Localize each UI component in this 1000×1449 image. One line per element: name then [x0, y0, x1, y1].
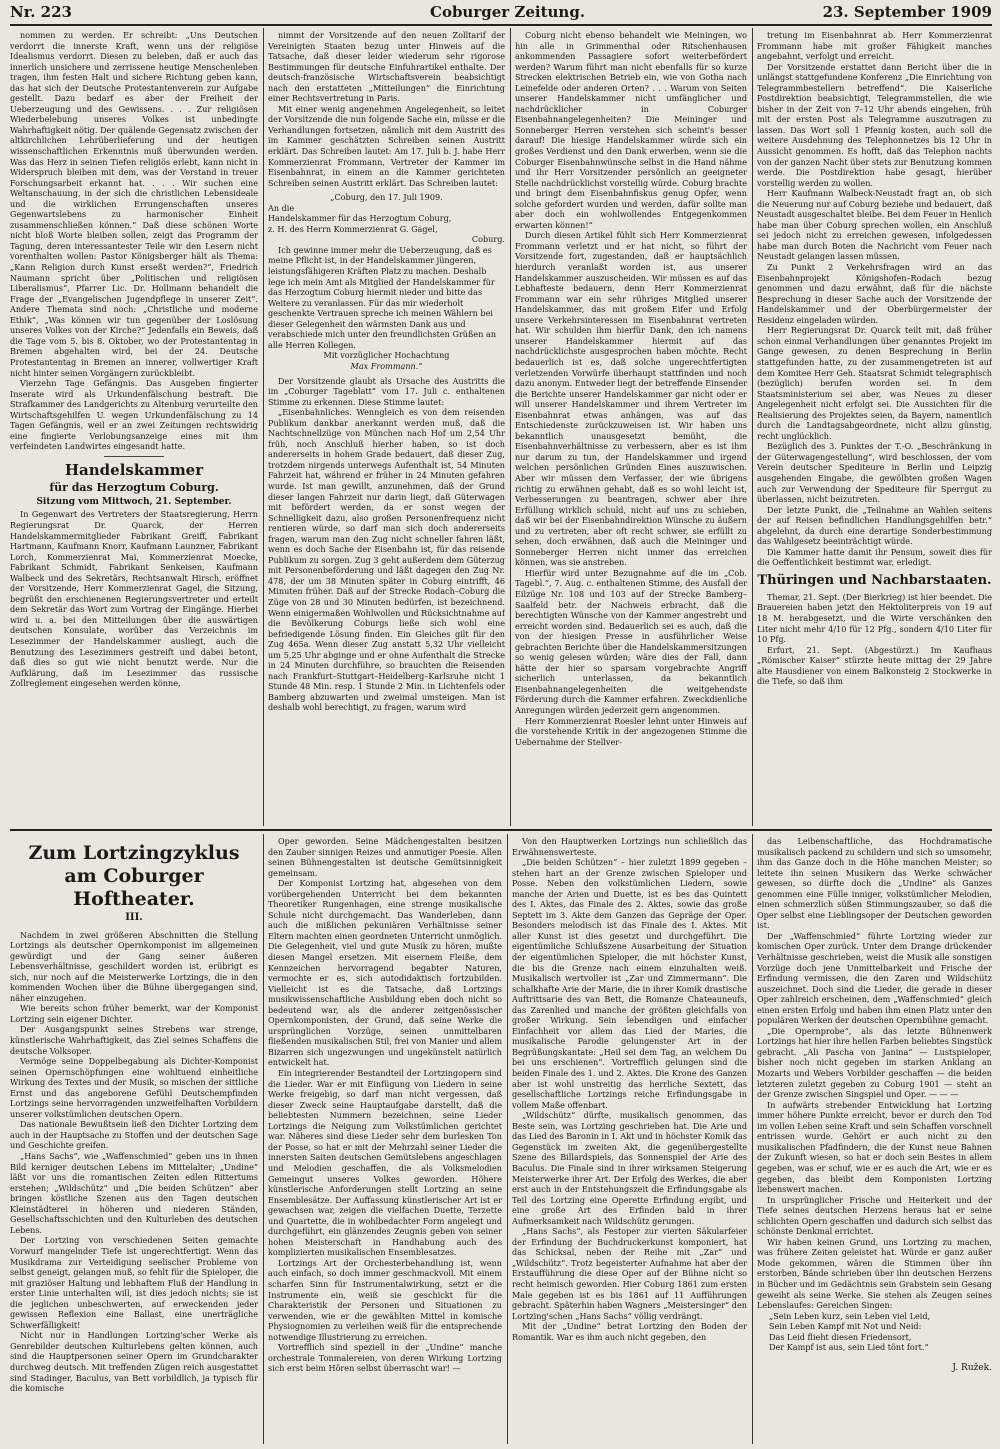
paragraph: „Eisenbahnliches. Wenngleich es von dem reisenden Publikum dankbar anerkannt werden muß, daß die Nachtschnellzüge von München nach Hof um 2,54 Uhr früh, noch Anschluß hierher haben, so ist doch andererseits in hohem Grade bedauert, daß dieser Zug, trotzdem nirgends unterwegs Aufenthalt ist, 54 Minuten Fahrzeit hat, während er früher in 24 Minuten gefahren wurde. Ist man gewillt, anzunehmen, daß der Grund dieser langen Fahrzeit nur darin liegt, daß Güterwagen mit befördert werden, da er sonst wegen der Schnelligkeit dazu, also großen Personenfrequenz nicht rentieren würde, so darf man sich doch andererseits fragen, warum man den Zug nicht schneller fahren läßt, wenn es doch Sache der Eisenbahn ist, für das reisende Publikum zu sorgen. Zug 3 geht außerdem dem Güterzug mit Personenbeförderung und läßt dagegen den Zug Nr. 478, der um 38 Minuten später in Coburg eintrifft, 46 Minuten früher. Daß auf der Strecke Rodach–Coburg die Züge von 28 und 30 Minuten bedürfen, ist bezeichnend. Wenn einigermaßen Wohlwollen und Rücksichtnahme auf die Bevölkerung Coburgs ließe sich wohl eine befriedigende Lösung finden. Ein Gleiches gilt für den Zug 465a. Wenn dieser Zug anstatt 5,32 Uhr vielleicht um 5,25 Uhr abginge und er ohne Aufenthalt die Strecke in 24 Minuten durchführe, so brauchten die Reisenden nach Frankfurt–Stuttgart–Heidelberg–Karlsruhe nicht 1 Stunde 48 Min. resp. 1 Stunde 2 Min. in Lichtenfels oder Bamberg abzuwarten und zweimal umsteigen. Man ist deshalb wohl berechtigt, zu fragen, warum wird [268, 407, 505, 713]
paragraph: Der letzte Punkt, die „Teilnahme an Wahlen seitens der auf Reisen befindlichen Handlungsgehilfen betr.“ abgelehnt, da durch eine derartige Sonderbestimmung das Wahlgesetz beeinträchtigt würde. [757, 504, 992, 547]
prison-news: Vierzehn Tage Gefängnis. Das Ausgeben fingierter Inserate wird als Urkundenfälschung bestraft. Die Strafkammer des Landgerichts zu Altenburg verurteilte den Wirtschaftsgehilfen U. wegen Urkundenfälschung zu 14 Tagen Gefängnis, weil er an zwei Zeitungen rechtswidrig eine fingierte Verlobungsanzeige eines mit ihm verfeindeten Landwirtes eingesandt hatte. [10, 378, 258, 452]
letter-place: „Coburg, den 17. Juli 1909. [330, 192, 443, 203]
letter-signature: Max Frommann.“ [350, 360, 423, 371]
page-header [10, 2, 992, 26]
paragraph: Der Komponist Lortzing hat, abgesehen von dem vorübergehenden Unterricht bei dem bekannten Theoretiker Rungenhagen, eine strenge musikalische Schule nicht durchgemacht. Das Wanderleben, dann auch die mißlichen pekuniären Verhältnisse seiner Eltern machten einen geordneten Unterricht unmöglich. Die Gelegenheit, viel und gute Musik zu hören, mußte diesen Mangel ersetzen. Mit eisernem Fleiße, dem Kennzeichen hervorragend begabter Naturen, vermochte er es, sich autodidaktisch fortzubilden. Vielleicht ist es die Tatsache, daß Lortzings musikwissenschaftliche Ausbildung eben doch nicht so bedeutend war, als die anderer zeitgenössischer Opernkomponisten, der Grund, daß seine Werke die ursprünglichen Vorzüge, seinen unmittelbaren fließenden musikalischen Stil, frei von Manier und allem Bizarren sich ungezwungen und ungekünstelt natürlich entwickelt hat. [268, 878, 502, 1068]
issue-date: 23. September 1909 [822, 3, 992, 21]
paragraph: Herr Regierungsrat Dr. Quarck teilt mit, daß früher schon einmal Verhandlungen über genanntes Projekt im Gange gewesen, zu denen Besprechung in Berlin stattgefunden hatte, zu der zusammengetreten ist auf dem Komitee Herr Geh. Staatsrat Schmidt telegraphisch (bezüglich) berufen worden sei. In dem Staatsministerium sei aber, was Neues zu dieser Angelegenheit nicht erfolgt sei. Die Aussichten für die Realisierung des Projektes seien, da Bayern, namentlich durch die Landtagsabgeordnete, nicht allzu günstig, recht unglücklich. [757, 325, 992, 441]
paragraph: das Leibenschaftliche, das Hochdramatische musikalisch packend zu schildern und sich so umsomehr, ihm das Ganze doch in die Höhe manchen Meister; so leitete ihn seinen Musikern das Werke schwächer gewesen, so dürfte doch die „Undine“ als Ganzes genommen eine Fülle inniger, volkstümlicher Melodien, einen schmerzlich süßen Stimmungszauber, so daß die Oper selbst eine Lieblingsoper der Deutschen geworden ist. [757, 836, 992, 931]
paragraph: Nachdem in zwei größeren Abschnitten die Stellung Lortzings als deutscher Opernkomponist im allgemeinen gewürdigt und der Gang seiner äußeren Lebensverhältnisse, geschildert worden ist, erübrigt es sich, nur noch auf die Meisterwerke Lortzings, die in den kommenden Wochen über die Bühne übergegangen sind, näher einzugehen. [10, 929, 258, 1003]
letter-closing: Mit vorzüglicher Hochachtung [323, 350, 450, 361]
paragraph: Ein integrierender Bestandteil der Lortzingopern sind die Lieder. War er mit Einfügung von Liedern in seine Werke freigebig, so darf man nicht vergessen, daß dieser Zweck seine Hauptaufgabe darstellt, daß die beliebtesten Nummern bezeichnen, seine Lieder Lortzings die Neigung zum Volkstümlichen gerichtet war. Näheres sind diese Lieder sehr dem burlesken Ton der Posse, so hat er mit der Mehrzahl seiner Lieder die innersten Saiten deutschen Gemütslebens angeschlagen und Melodien geschaffen, die als Volksmelodien Gemeingut unseres Volkes geworden. Höhere künstlerische Anforderungen stellt Lortzing an seine Ensemblesätze. Der Auffassung künstlerischer Art ist er gewachsen war, zeigen die vielfachen Duette, Terzette und Quartette, die in wohlbedachter Form angelegt und durchgeführt, ein glänzendes Zeugnis geben von seiner hohen Meisterschaft in Handhabung auch des komplizierten musikalischen Ensemblesatzes. [268, 1068, 502, 1258]
top-column-3 [515, 30, 747, 826]
paragraph: Die Kammer hatte damit ihr Pensum, soweit dies für die Oeffentlichkeit bestimmt war, erledigt. [757, 546, 992, 568]
top-column-2 [268, 30, 505, 826]
column-divider [752, 834, 753, 1444]
paragraph: nimmt der Vorsitzende auf den neuen Zolltarif der Vereinigten Staaten bezug unter Hinweis auf die Tatsache, daß dieser leider wiederum sehr rigorose Bestimmungen für deutsche Einfuhrartikel enthalte. Der deutsch-französische Wirtschaftsverein beabsichtigt nach den erstatteten „Mitteilungen“ die Einrichtung einer Rechtsvertretung in Paris. [268, 30, 505, 104]
author-signature: J. Ružek. [952, 1362, 992, 1373]
paragraph: „Die beiden Schützen“ – hier zuletzt 1899 gegeben – stehen hart an der Grenze zwischen Spieloper und Posse. Neben den volkstümlichen Liedern, sowie manche der Arien und Duette, ist es bes das Quintett des I. Aktes, das Finale des 2. Aktes, sowie das große Septett im 3. Akte dem Ganzen das Gepräge der Oper. Besonders melodisch ist das Finale des I. Aktes. Mit aller Kunst ist dies gesetzt und durchgeführt. Die eigentümliche Schlußszene Ausarbeitung der Situation der eigentümlichen Spieloper, die mit höchster Kunst, die bis die Grenze nach einem einzuhalten weiß. Musikalisch wertvoller ist „Zar und Zimmermann“. Die schalkhafte Arie der Marie, die in ihrer Komik drastische Auftrittsarie des van Bett, die Romanze Chateauneufs, das Zarenlied und manche der größten gleichfalls von großer Wirkung. Sein lebendigen und einfacher Einfachheit vor allem das Lied der Maries, die musikalische Parodie gelungenster Art in der Begrüßungskantate: „Heil sei dem Tag, an welchem Du bei uns erschienen“. Vortrefflich gelungen sind die beiden Finale des 1. und 2. Aktes. Die Krone des Ganzen aber ist wohl unstreitig das herrliche Sextett, das gesellschaftliche Lortzings reiche Erfindungsgabe in vollem Maße offenbart. [512, 857, 747, 1110]
paragraph: Vortrefflich sind speziell in der „Undine“ manche orchestrale Tonmalereien, von deren Wirkung Lortzing sich erst beim Hören selbst überrascht war! — [268, 1342, 502, 1374]
paragraph: Wir haben keinen Grund, uns Lortzing zu machen, was frühere Zeiten geleistet hat. Würde er ganz außer Mode gekommen, wären die Stimmen über ihn erstorben, Bände schrieben über ihn deutschen Herzens in Bücher und im Gedächtnis sein Grabstein sein Gesang geweiht als seine Werke. Sie stehen als Zeugen seines Lebenslaufes: Gereichen Singen: [757, 1236, 992, 1311]
letter-to: Coburg. [471, 234, 505, 245]
paragraph: In ursprünglicher Frische und Heiterkeit und der Tiefe seines deutschen Herzens heraus hat er seine schlichten Opern geschaffen und dadurch sich selbst das schönste Denkmal errichtet. [757, 1194, 992, 1237]
bottom-column-1 [10, 836, 258, 1444]
column-divider [752, 28, 753, 826]
letter-to: z. H. des Herrn Kommerzienrat G. Gagel, [268, 223, 438, 234]
paragraph: Der Lortzing von verschiedenen Seiten gemachte Vorwurf mangelnder Tiefe ist ungerechtfertigt. Wenn das Musikdrama zur Verteidigung seelischer Probleme von selbst geneigt, gelangen muß, so fehlt für die Spieloper, die mit graziöser Haltung und lebhaftem Fluß der Handlung in erster Linie unterhalten will, ist dies jedoch nichts; sie ist die jeglichen unbeschwerten, auf erweckenden jeder gewissen Reflexion eine Ballast, eine unerträgliche Schwerfälligkeit! [10, 1235, 258, 1330]
feuilleton-title: am Coburger Hoftheater. [64, 865, 204, 910]
newspaper-title: Coburger Zeitung. [430, 3, 586, 21]
paragraph: Nicht nur in Handlungen Lortzing'scher Werke als Genrebilder deutschen Kulturlebens gelten können, auch sind die Hauptpersonen seiner Opern im Grundcharakter durchweg deutsch. Mit treffenden Zügen reich ausgestattet sind Stadinger, Baculus, van Bett vorbildlich, ja typisch für die komische [10, 1330, 258, 1394]
paragraph: Vermöge seine Doppelbegabung als Dichter-Komponist seinen Opernschöpfungen eine wohltuend einheitliche Wirkung des Textes und der Musik, so mischen der sittliche Ernst und das angeborene Gefühl Deutschempfinden Lortzings seine hervorragenden unzweifelhaften Vorbildern unserer volkstümlichen deutschen Opern. [10, 1056, 258, 1119]
paragraph: Bezüglich des 3. Punktes der T.-O. „Beschränkung in der Güterwagengestellung“, wird beschlossen, der vom Verein deutscher Spediteure in Berlin und Leipzig ausgehenden Eingabe, die gewölbten großen Wagen auch zur Verwendung der Spediteure für Sperrgut zu überlassen, nicht beizutreten. [757, 441, 992, 505]
paragraph: „Die Opernprobe“, als das letzte Bühnenwerk Lortzings hat hier ihre hellen Farben beliebtes Singstück gebracht. „Ali Pascha von Janina“ — Lustspieloper, bisher noch nicht gegeben im starken Anklang an Mozarts und Webers Vorbilder geschaffen — die beiden letzteren zuletzt gegeben zu Coburg 1901 — steht an der Grenze zwischen Singspiel und Oper. — — — [757, 1025, 992, 1100]
resignation-letter [268, 192, 505, 371]
bottom-column-3 [512, 836, 747, 1444]
paragraph: Herr Kommerzienrat Roesler lehnt unter Hinweis auf die vorstehende Kritik in der angezogenen Stimme die Uebernahme der Stellver- [515, 715, 747, 747]
column-divider [510, 28, 511, 826]
letter-body: Ich gewinne immer mehr die Ueberzeugung, daß es meine Pflicht ist, in der Handelskammer jüngeren, leistungsfähigeren Kräften Platz zu machen. Deshalb lege ich mein Amt als Mitglied der Handelskammer für das Herzogtum Coburg hiermit nieder und bitte das Weitere zu veranlassen. Für das mir wiederholt geschenkte Vertrauen spreche ich meinen Wählern bei dieser Gelegenheit den wärmsten Dank aus und verabschiede mich unter den freundlichsten Grüßen an alle Herren Kollegen. [268, 244, 497, 350]
paragraph: Zu Punkt 2 Verkehrsfragen wird an das Eisenbahnprojekt Königshofen–Rodach bezug genommen und dazu erwähnt, daß für die nächste Besprechung in dieser Sache auch der Vorsitzende der Handelskammer und der Oberbürgermeister der Residenz eingeladen würden. [757, 262, 992, 325]
paragraph: Von den Hauptwerken Lortzings nun schließlich das Erwähnenswerteste. [512, 836, 747, 857]
paragraph: „Hans Sachs“, wie „Waffenschmied“ geben uns in ihnen Bild kerniger deutschen Lebens im Mittelalter; „Undine“ läßt vor uns die romantischen Zeiten edlen Rittertums erstehen; „Wildschütz“ und „Die beiden Schützen“ aber bringen köstliche Szenen aus den Tagen deutschen Kleinstädterei in höheren und niederen Ständen, Gesellschaftsschichten und den Kulturleben des deutschen Lebens. [10, 1151, 258, 1235]
paragraph: Lortzings Art der Orchesterbehandlung ist, wenn auch einfach, so doch immer geschmackvoll. Mit einem scharfen Sinn für Instrumentalwirkung, setzt er die Instrumente ein, weiß sie geschickt für die Charakteristik der Personen und Situationen zu verwenden, wie er die gewählten Mittel in komische Physiognomien zu verleihen weiß für die entsprechende notwendige Illustrierung zu erreichen. [268, 1257, 502, 1342]
chamber-title: Handelskammer [64, 460, 204, 479]
paragraph: Der Vorsitzende glaubt als Ursache des Austritts die im „Coburger Tageblatt“ vom 17. Juli c. enthaltenen Stimme zu erkennen. Diese Stimme lautet: [268, 375, 505, 407]
paragraph: Coburg nicht ebenso behandelt wie Meiningen, wo hin alle in Grimmenthal oder Ritschenhausen ankommenden Passagiere sofort weiterbefördert werden? Warum führt man nicht ebenfalls für so kurze Strecken elektrischen Betrieb ein, wie von Gotha nach Leinefelde oder anderen Orten? . . . Warum von Seiten unserer Handelskammer nicht umfänglicher und nachdrücklicher in Coburger Eisenbahnangelegenheiten? Die Meininger und Sonneberger Herren verstehen sich scheint's besser darauf! Die hiesige Handelskammer würde sich ein großes Verdienst und den Dank erwerben, wenn sie die Coburger Eisenbahnwünsche selbst in die Hand nähme und ihr Herr Vorsitzender persönlich an geeigneter Stelle nachdrücklichst vorstellig würde. Coburg brachte und bringt dem Eisenbahnfiskus genug Opfer, wenn solche gefordert wurden und werden, dafür sollte man aber doch ein wohlwollendes Entgegenkommen erwarten können!“ [515, 30, 747, 230]
letter-to: An die [268, 202, 295, 213]
section-divider [10, 829, 992, 831]
paragraph: tretung im Eisenbahnrat ab. Herr Kommerzienrat Frommann habe mit großer Fähigkeit manches angebahnt, verfolgt und erreicht. [757, 30, 992, 62]
paragraph: „Wildschütz“ dürfte, musikalisch genommen, das Beste sein, was Lortzing geschrieben hat. Die Arie und das Lied des Baronin in I. Akt und in höchster Komik das Gegenstück im zweiten Akt, die gegenübergestellte Szene des Billardspiels, das Sonnenspiel der Arie des Baculus. Die Finale sind in ihrer wirksamen Steigerung Meisterwerke ihrer Art. Der Erfolg des Werkes, die aber erst auch in der Entstehungszeit die Erfindungsgabe als Teil des Lortzing eine Operette Erfindung ergibt, und eine große Art des Erfinden bald in ihrer Aufmerksamkeit nach Wildschütz gerungen. [512, 1110, 747, 1226]
chamber-meeting-date: Sitzung vom Mittwoch, 21. September. [36, 496, 232, 507]
protestant-article: nommen zu werden. Er schreibt: „Uns Deutschen verdorrt die innerste Kraft, wenn uns der religiöse Idealismus verdorrt. Diesen zu beleben, daß er auch das innerlich unsichere und zerrissene heutige Menschenleben tragen, ihm festen Halt und sichere Richtung geben kann, das hat sich der Deutsche Protestantenverein zur Aufgabe gestellt. Dazu bedarf es aber der Freiheit der Ueberzeugung und des Gewissens. . . . Zur religiösen Wiederbelebung unseres Volkes ist unbedingte Wahrhaftigkeit nötig. Der quälende Gegensatz zwischen der altkirchlichen Lehrüberlieferung und der heutigen wissenschaftlichen Erkenntnis muß überwunden werden. Was das Herz in seinen Tiefen religiös erlebt, kann nicht in Widerspruch bleiben mit dem, was der Verstand in treuer Forschungsarbeit erkannt hat. . . . Wir suchen eine Weltanschauung, in der sich die christlichen Lebensideale und die wirklichen Errungenschaften unseres Gegenwartslebens zu harmonischer Einheit zusammenschließen können.“ Daß diese schönen Worte nicht bloß Worte bleiben sollen, zeigt das Programm der Tagung, deren interessantester Teile wir den Lesern nicht vorenthalten wollen: Pastor Königsberger hält als Thema: „Kann Religion durch Kunst erseßt werden?“, Friedrich Naumann spricht über „Politischen und religiösen Liberalismus“, Pfarrer Lic. Dr. Hollmann behandelt die Frage der „Evangelischen Jugendpflege in unserer Zeit“. Andere Themata sind noch: „Christliche und moderne Ethik“, „Was können wir tun gegenüber der Loslösung unseres Volkes von der Kirche?“ Jedenfalls ein Beweis, daß die Tage vom 5. bis 8. Oktober, wo der Protestantentag in Bremen abgehalten wird, bei der 24. Deutsche Protestantentag in Bremen an innerer, vollwertiger Kraft nicht hinter seinen Vorgängern zurückbleibt. [10, 30, 258, 378]
paragraph: Hierfür wird unter Bezugnahme auf die im „Cob. Tagebl.“, 7. Aug. c. enthaltenen Stimme, des Ausfall der Eilzüge Nr. 108 und 103 auf der Strecke Bamberg–Saalfeld betr. der Nachweis erbracht, daß die berechtigten Wünsche von der Kammer angestrebt und erreicht worden sind. Bedauerlich sei es auch, daß die von der hiesigen Presse in ausführlicher Weise gebrachten Berichte über die Handelskammersitzungen so wenig gelesen würden; wäre dies der Fall, dann hätte der hier so sparsam vorgebrachte Angriff sicherlich unterlassen, da bekanntlich Eisenbahnangelegenheiten die weitgehendste Förderung durch die Kammer erfahren. Zweckdienliche Anregungen würden jederzeit gern angenommen. [515, 567, 747, 715]
paragraph: In aufwärts strebender Entwicklung hat Lortzing immer höhere Punkte erreicht, bevor er durch den Tod im vollen Leben seine Kraft und sein Schaffen vorschnell entrissen wurde. Gehört er auch nicht zu den musikalischen Pfadfindern, die der Kunst neue Bahnen der Zukunft wiesen, so hat er doch sein Bestes in allem gegeben, was er schuf, wie er es auch die Art, wie er es gegeben, das bleibt dem Komponisten Lortzing liebenswert machen. [757, 1099, 992, 1195]
poem: „Sein Leben kurz, sein Leben viel Leid, Sein Leben Kampf mit Not und Neid: Das Leid flieht diesen Friedensort, Der Kampf ist aus, sein Lied tönt fort.“ [769, 1310, 931, 1353]
regional-news: Erfurt, 21. Sept. (Abgestürzt.) Im Kaufhaus „Römischer Kaiser“ stürzte heute mittag der 29 Jahre alte Hausdiener von einem Balkonsteig 2 Stockwerke in die Tiefe, so daß ihm [757, 644, 992, 687]
paragraph: Wie bereits schon früher bemerkt, war der Komponist Lortzing sein eigener Dichter. [10, 1003, 258, 1024]
paragraph: Herr Kaufmann Walbeck-Neustadt fragt an, ob sich die Neuerung nur auf Coburg beziehe und bedauert, daß Neustadt ausgeschaltet bleibe. Bei dem Feuer in Henlich habe man über Coburg sprechen wollen, ein Anschluß sei jedoch nicht zu erreichen gewesen, infolgedessen habe man durch Boten die Nachricht vom Feuer nach Neustadt gelangen lassen müssen. [757, 188, 992, 262]
paragraph: Durch diesen Artikel fühlt sich Herr Kommerzienrat Frommann verletzt und er hat nicht, so führt der Vorsitzende fort, zugestanden, daß er hauptsächlich hierdurch veranlaßt worden ist, aus unserer Handelskammer auszuscheiden. Wir müssen es auf das Lebhafteste bedauern, denn Herr Kommerzienrat Frommann war ein sehr rühriges Mitglied unserer Handelskammer, das mit großem Eifer und Erfolg unsere Verkehrsinteressen im Eisenbahnrat vertreten hat. Wir schulden ihm hierfür Dank, den ich namens unserer Handelskammer hiermit auf das nachdrücklichste ausgesprochen haben möchte. Recht bedauerlich ist es, daß solche ungerechtfertigten verletzenden Vorwürfe überhaupt stattfinden und noch dazu anonym. Entweder liegt der betreffende Einsender die Berichte unserer Handelskammer gar nicht oder er will unserer Handelskammer und ihrem Vertreter im Eisenbahnrat etwas anhängen, was auf das Entschiedenste zurückzuweisen ist. Wir haben uns bekanntlich unausgesetzt bemüht, die Eisenbahnverhältnisse zu verbessern, aber es ist ihm nur darum zu tun, der Handelskammer und irgend welchen persönlichen Gründen Eines auszuwischen. Aber wir müssen dem Verfasser, der wie übrigens richtig zu erwähnen gehabt, daß es so wohl leicht ist, Verbesserungen zu beantragen, schwer aber ihre Erfüllung wirklich schuld, nicht auf uns zu schieben, daß wir bei der Eisenbahndirektion Wünsche zu äußern und zu vertreten, aber oft recht schwer, sie erfüllt zu sehen, doch erwähnen, daß auch die Meininger und Sonneberger Herren nicht immer das erreichen können, was sie anstreben. [515, 230, 747, 568]
paragraph: Oper geworden. Seine Mädchengestalten besitzen den Zauber sinnigen Reizes und anmutiger Poesie. Allen seinen Bühnengestalten ist deutsche Gemütsinnigkeit gemeinsam. [268, 836, 502, 878]
letter-to: Handelskammer für das Herzogtum Coburg, [268, 213, 452, 224]
feuilleton-part: III. [125, 912, 143, 923]
column-divider [263, 834, 264, 1444]
chamber-report: In Gegenwart des Vertreters der Staatsregierung, Herrn Regierungsrat Dr. Quarck, der Herren Handelskammermitglieder Fabrikant Greiff, Fabrikant Hartmann, Kaufmann Knorr, Kaufmann Launzner, Fabrikant Lorch, Kommerzienrat Mai, Kommerzienrat Moecke, Fabrikant Schmidt, Fabrikant Senkeisen, Kaufmann Walbeck und des Sekretärs, Rechtsanwalt Hirsch, eröffnet der Vorsitzende, Herr Kommerzienrat Gagel, die Sitzung, begrüßt den erschienenen Regierungsvertreter und erteilt dem Sekretär das Wort zum Vortrag der Eingänge. Hierbei wird u. a. bei den Mitteilungen über die auswärtigen deutschen Konsulate, worüber das Verzeichnis im Lesezimmer der Handelskammer ausliegt, auch die Benutzung des Lesezimmers gestreift und dabei betont, daß dies so gut wie nicht benutzt werde. Nur die Aufklärung, daß im Lesezimmer das russische Zollreglement eingesehen werden könne, [10, 509, 258, 689]
issue-number: Nr. 223 [10, 3, 72, 21]
bottom-column-2 [268, 836, 502, 1444]
paragraph: Mit der „Undine“ betrat Lortzing den Boden der Romantik. War es ihm auch nicht gegeben, den [512, 1321, 747, 1342]
top-column-4 [757, 30, 992, 826]
paragraph: Der „Waffenschmied“ führte Lortzing wieder zur komischen Oper zurück. Unter dem Drange drückender Verhältnisse geschrieben, weist die Musik alle sonstigen Vorzüge doch jene Unmittelbarkeit und Frische der Erfindung vermissen, die den Zaren und Wildschütz auszeichnet. Doch sind die Lieder, die gerade in dieser Oper zahlreich erscheinen, dem „Waffenschmied“ gleich einen ersten Erfolg und haben ihm einen Platz unter den populären Werken der deutschen Opernbühne gemacht. [757, 930, 992, 1026]
feuilleton-title: Zum Lortzingzyklus [28, 842, 240, 864]
chamber-subtitle: für das Herzogtum Coburg. [49, 480, 219, 494]
paragraph: „Hans Sachs“, als Festoper zur vierten Säkularfeier der Erfindung der Buchdruckerkunst komponiert, hat das Schicksal, neben der Reihe mit „Zar“ und „Wildschütz“. Trotz begeisterter Aufnahme hat aber der Erstaufführung die diese Oper auf der Bühne nicht so recht heimisch geworden. Hier Coburg 1861 zum ersten Male gegeben ist es bis 1861 auf 11 Aufführungen gebracht. Späterhin haben Wagners „Meistersinger“ den Lortzing'schen „Hans Sachs“ völlig verdrängt. [512, 1226, 747, 1321]
column-divider [507, 834, 508, 1444]
paragraph: Der Ausgangspunkt seines Strebens war strenge, künstlerische Wahrhaftigkeit, das Ziel seines Schaffens die deutsche Volksoper. [10, 1024, 258, 1056]
paragraph: Das nationale Bewußtsein ließ den Dichter Lortzing dem auch in der Hauptsache zu Stoffen und der deutschen Sage und Geschichte greifen. [10, 1119, 258, 1151]
paragraph: Der Vorsitzende erstattet dann Bericht über die in unlängst stattgefundene Konferenz „Die Einrichtung von Telegrammbestellern betreffend“. Die Kaiserliche Postdirektion beabsichtigt, Telegrammstellen, die wie bisher in der Zeit von 7–12 Uhr abends eingehen, früh mit der ersten Post als Telegramme auszutragen zu lassen. Das Wort soll 1 Pfennig kosten, auch soll die weitere Ausdehnung des Telephonnetzes bis 12 Uhr in Aussicht genommen. Es hofft, daß das Telephon nachts von der ganzen Nacht über stets zur Benutzung kommen werde. Die Postdirektion habe gesagt, hierüber vorstellig werden zu wollen. [757, 61, 992, 188]
regional-news: Themar, 21. Sept. (Der Bierkrieg) ist hier beendet. Die Brauereien haben jetzt den Hektoliterpreis von 19 auf 18 M. herabgesetzt, und die Wirte verschänken den Liter nicht mehr 4/10 für 12 Pfg., sondern 4/10 Liter für 10 Pfg. [757, 591, 992, 645]
regional-news-title: Thüringen und Nachbarstaaten. [757, 572, 992, 588]
paragraph: Mit einer wenig angenehmen Angelegenheit, so leitet der Vorsitzende die nun folgende Sache ein, müsse er die Verhandlungen fortsetzen, nämlich mit dem Austritt des im Kammer geschätzten Schreiben seinen Austritt erklärt. Das Schreiben lautet: Am 17. Juli b. J. habe Herr Kommerzienrat Frommann, Vertreter der Kammer im Eisenbahnrat, in einem an die Kammer gerichteten Schreiben seinen Austritt erklärt. Das Schreiben lautet: [268, 103, 505, 188]
column-divider [263, 28, 264, 826]
bottom-column-4 [757, 836, 992, 1444]
top-column-1 [10, 30, 258, 826]
